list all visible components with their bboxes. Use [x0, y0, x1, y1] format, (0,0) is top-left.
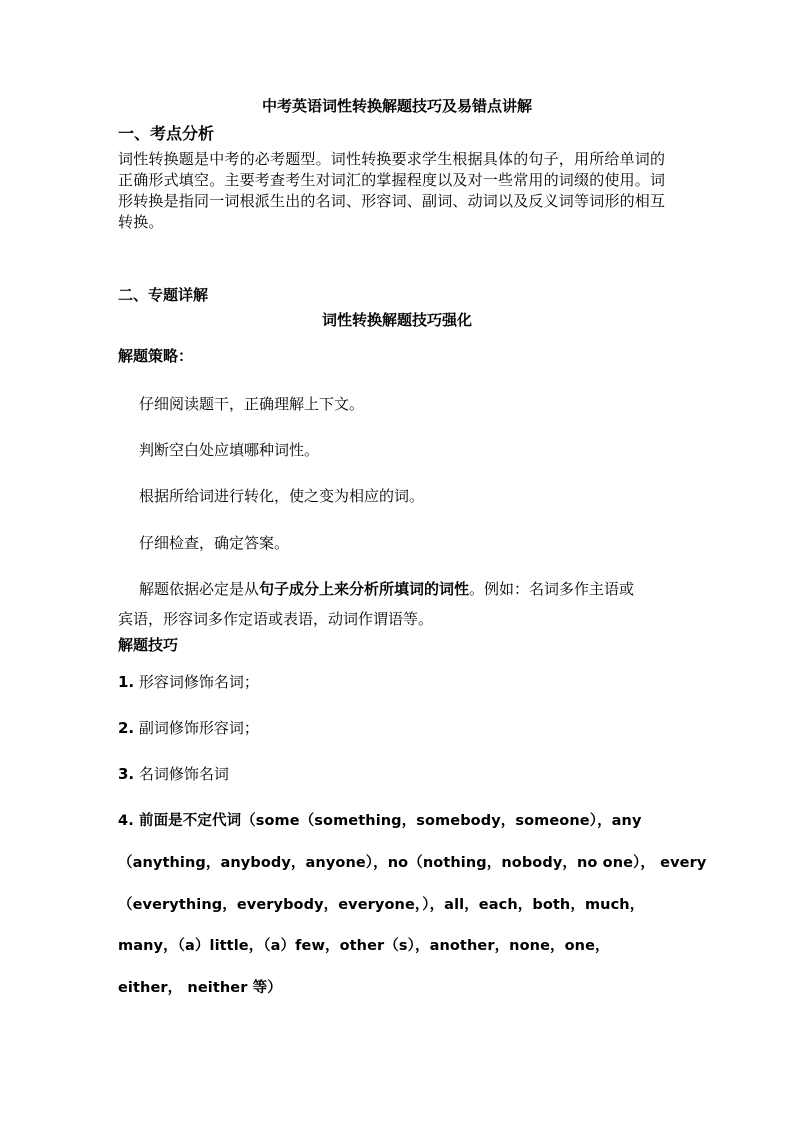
section-heading-analysis: 一、考点分析	[118, 124, 215, 143]
tip-item	[118, 672, 259, 692]
tip-number: 4.	[118, 813, 134, 829]
tip-item	[118, 718, 259, 738]
tip-text: 名词修饰名词	[138, 765, 229, 783]
strategy-step: 根据所给词进行转化，使之变为相应的词。	[139, 487, 425, 505]
basis-emphasis: 句子成分上来分析所填词的词性	[259, 580, 470, 598]
strategy-step: 仔细检查，确定答案。	[139, 534, 290, 552]
tip-text: 形容词修饰名词；	[138, 673, 259, 691]
tip-item	[118, 811, 642, 831]
basis-line-1	[139, 579, 634, 599]
strategy-label: 解题策略：	[118, 347, 194, 365]
tip4-continuation-line: many，（a）little，（a）few，other（s），another，none，one，	[118, 938, 610, 954]
section-subtitle: 词性转换解题技巧强化	[321, 311, 472, 329]
tips-label: 解题技巧	[118, 636, 179, 654]
basis-prefix: 解题依据必定是从	[139, 580, 260, 598]
basis-suffix: 。例如：名词多作主语或	[469, 580, 635, 598]
tip4-continuation-line: either， neither 等）	[118, 980, 282, 996]
tip4-continuation-line: （everything，everybody，everyone，），all，each，both，much，	[118, 897, 645, 913]
tip-number: 2.	[118, 719, 135, 737]
analysis-paragraph: 词性转换题是中考的必考题型。词性转换要求学生根据具体的句子，用所给单词的正确形式填空。主要考查考生对词汇的掌握程度以及对一些常用的词缀的使用。词形转换是指同一词根派生出的名词、形容词、副词、动词以及反义词等词形的相互转换。	[118, 150, 666, 231]
tip-text: 副词修饰形容词；	[138, 719, 259, 737]
tip-text: 前面是不定代词（some（something，somebody，someone），any	[138, 813, 642, 829]
section-heading-detail: 二、专题详解	[118, 286, 209, 304]
tip-number: 3.	[118, 765, 135, 783]
tip-number: 1.	[118, 673, 135, 691]
basis-line-2: 宾语，形容词多作定语或表语，动词作谓语等。	[118, 610, 434, 628]
tip4-continuation-line: （anything，anybody，anyone），no（nothing，nobody，no one）， every	[118, 855, 707, 871]
strategy-step: 仔细阅读题干，正确理解上下文。	[139, 395, 365, 413]
strategy-step: 判断空白处应填哪种词性。	[139, 441, 320, 459]
tip-item	[118, 764, 229, 784]
document-title: 中考英语词性转换解题技巧及易错点讲解	[261, 97, 532, 115]
